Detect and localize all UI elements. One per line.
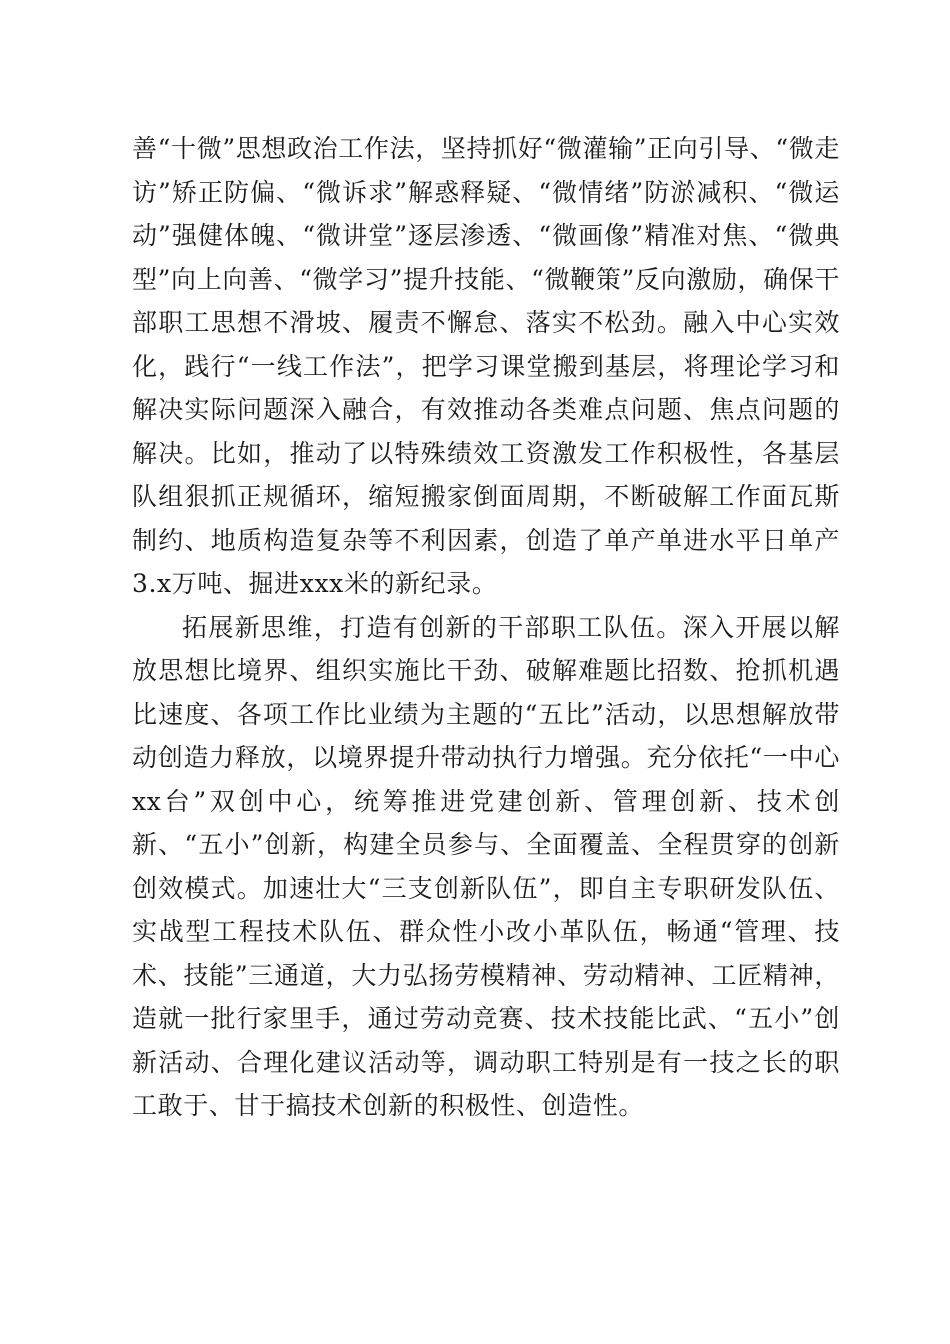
document-body	[132, 127, 840, 1128]
paragraph-1-continued: 善“十微”思想政治工作法，坚持抓好“微灌输”正向引导、“微走访”矫正防偏、“微诉求”解惑释疑、“微情绪”防淤减积、“微运动”强健体魄、“微讲堂”逐层渗透、“微画像”精准对焦、“微典型”向上向善、“微学习”提升技能、“微鞭策”反向激励，确保干部职工思想不滑坡、履责不懈怠、落实不松劲。融入中心实效化，践行“一线工作法”，把学习课堂搬到基层，将理论学习和解决实际问题深入融合，有效推动各类难点问题、焦点问题的解决。比如，推动了以特殊绩效工资激发工作积极性，各基层队组狠抓正规循环，缩短搬家倒面周期，不断破解工作面瓦斯制约、地质构造复杂等不利因素，创造了单产单进水平日单产3.x万吨、掘进xxx米的新纪录。	[132, 134, 840, 598]
paragraph-2: 拓展新思维，打造有创新的干部职工队伍。深入开展以解放思想比境界、组织实施比干劲、破解难题比招数、抢抓机遇比速度、各项工作比业绩为主题的“五比”活动，以思想解放带动创造力释放，以境界提升带动执行力增强。充分依托“一中心xx台”双创中心，统筹推进党建创新、管理创新、技术创新、“五小”创新，构建全员参与、全面覆盖、全程贯穿的创新创效模式。加速壮大“三支创新队伍”，即自主专职研发队伍、实战型工程技术队伍、群众性小改小革队伍，畅通“管理、技术、技能”三通道，大力弘扬劳模精神、劳动精神、工匠精神，造就一批行家里手，通过劳动竞赛、技术技能比武、“五小”创新活动、合理化建议活动等，调动职工特别是有一技之长的职工敢于、甘于搞技术创新的积极性、创造性。	[132, 612, 840, 1120]
